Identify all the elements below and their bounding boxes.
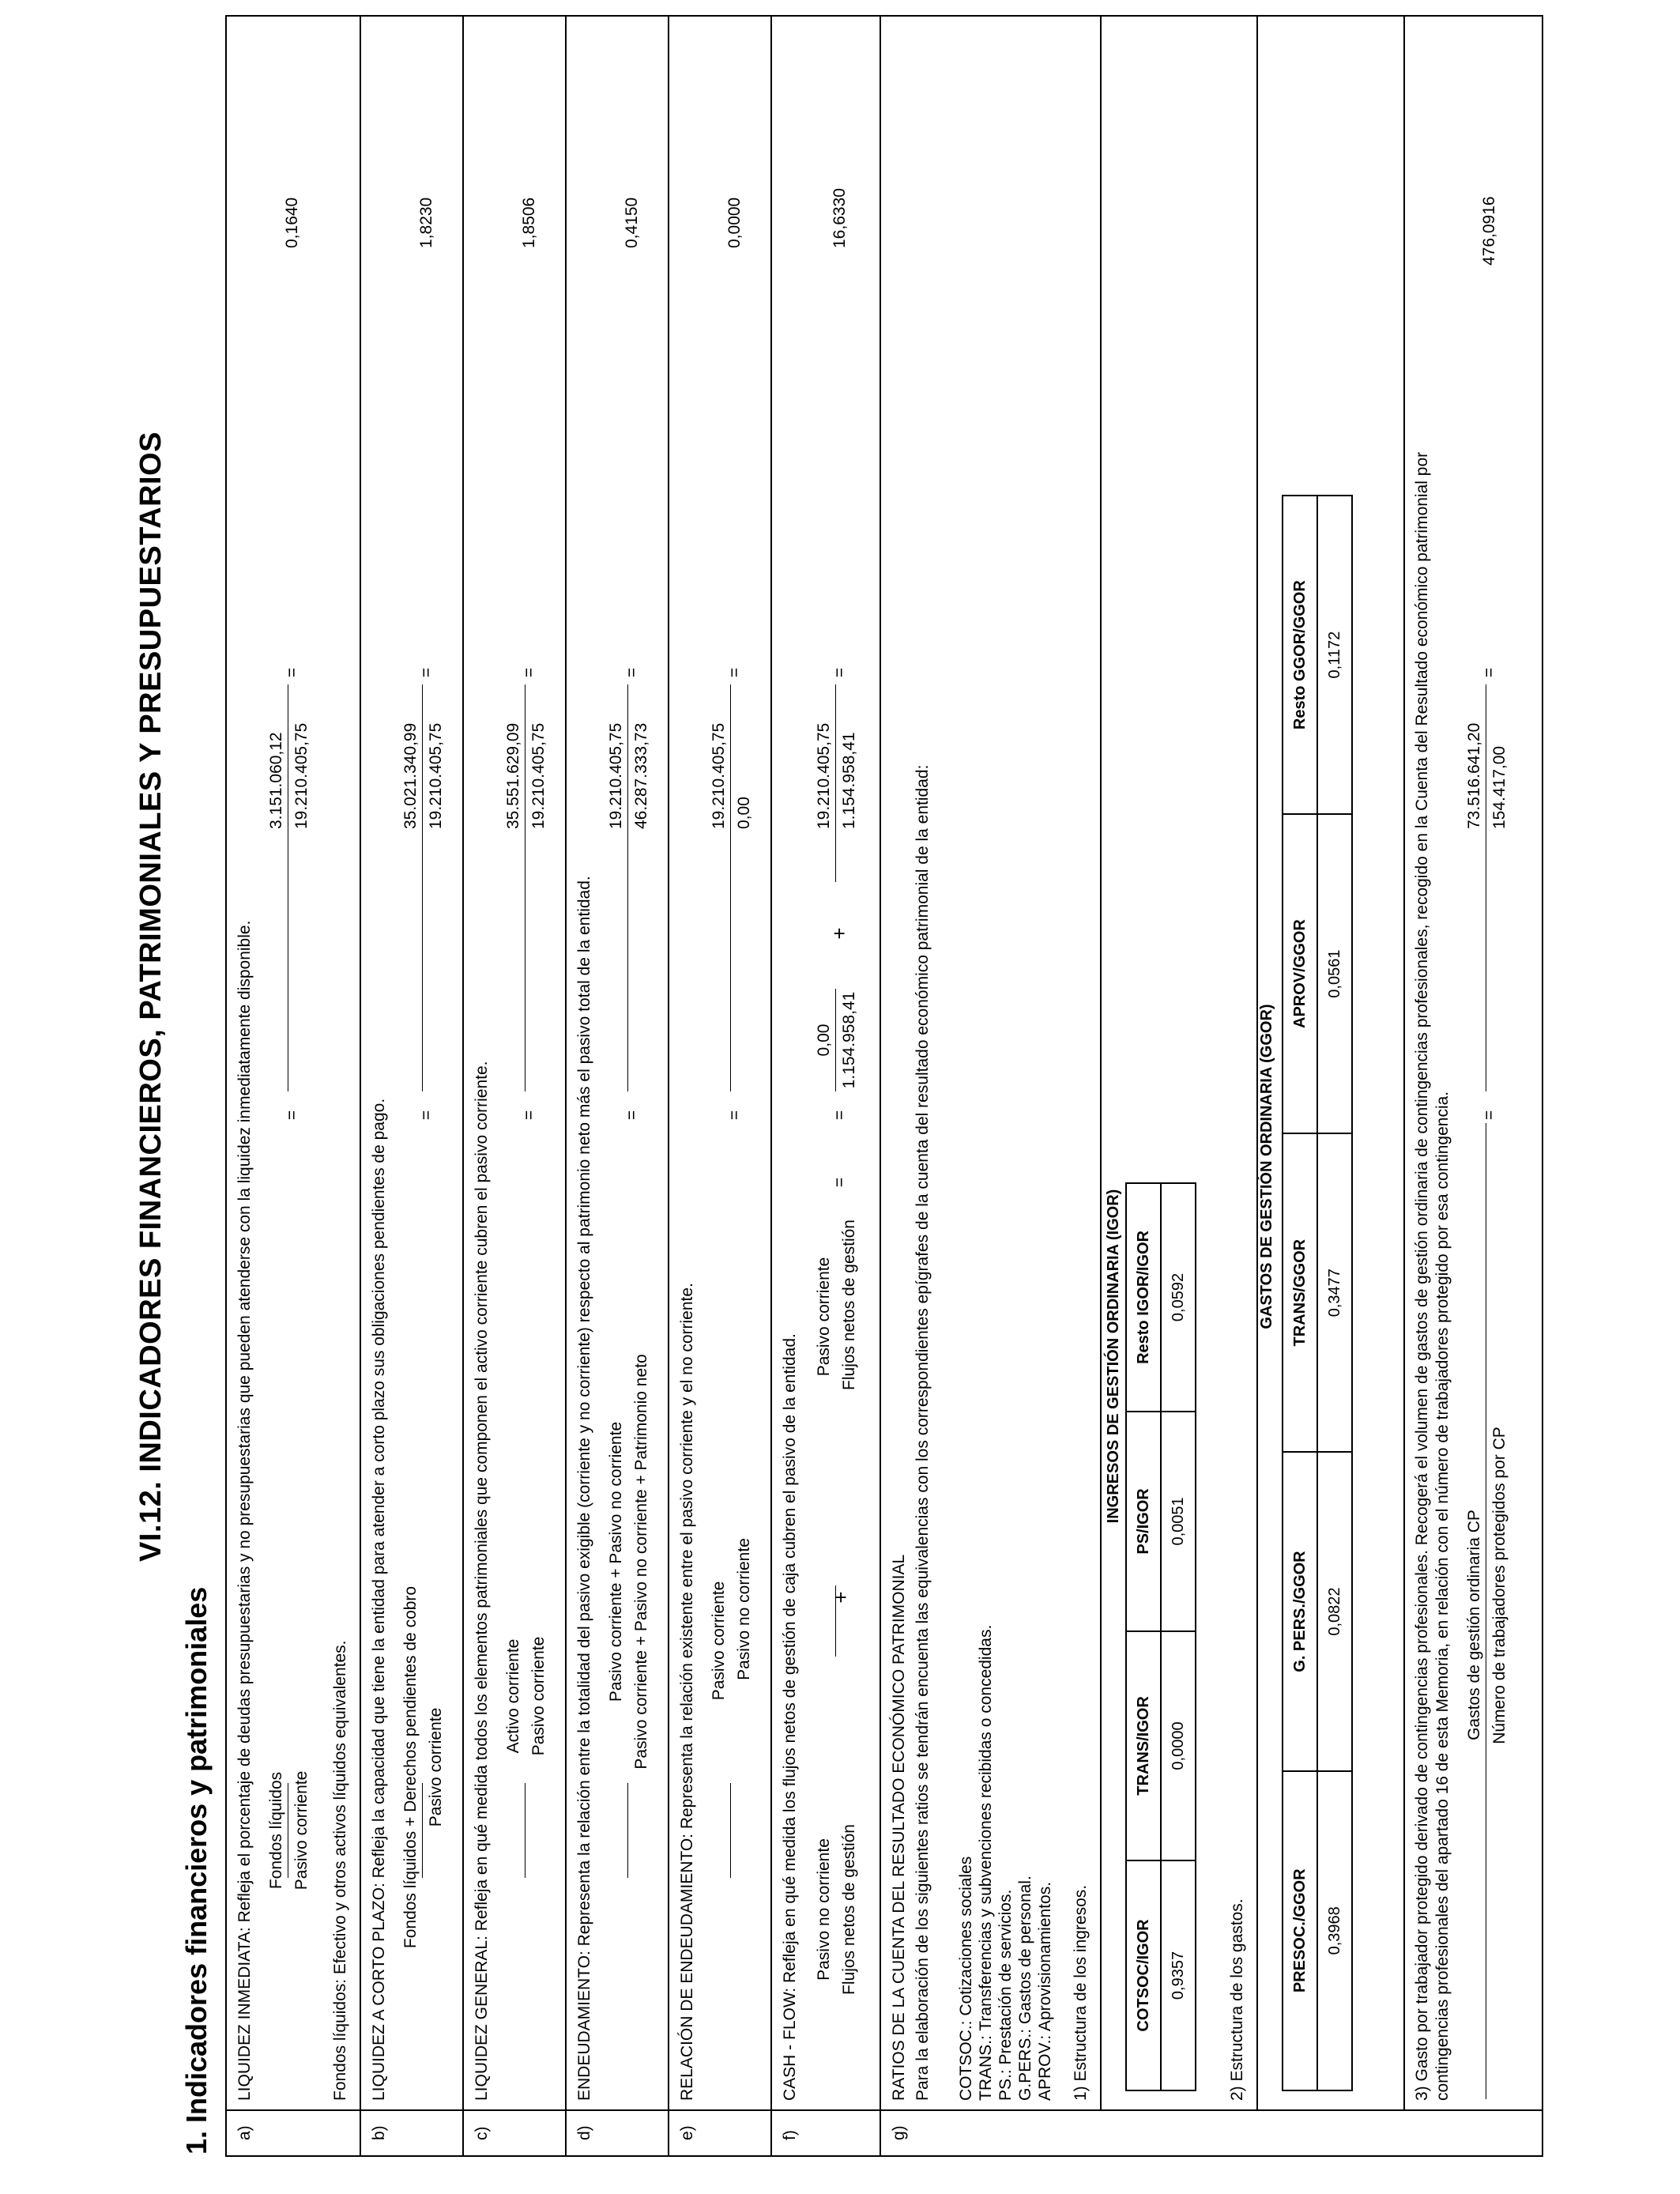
table-header-cell: COTSOC/IGOR — [1126, 1860, 1161, 2090]
equals-sign: = — [520, 1110, 538, 1121]
section-description: RATIOS DE LA CUENTA DEL RESULTADO ECONÓMICO PATRIMONIAL — [890, 1554, 908, 2101]
table-cell: 0,0592 — [1161, 1183, 1196, 1412]
numerator-value: 19.210.405,75 — [710, 722, 728, 829]
numerator-label: Pasivo no corriente — [815, 1838, 833, 1981]
legend-item: G.PERS.: Gastos de personal. — [1016, 1875, 1034, 2101]
legend-item: PS.: Prestación de servicios. — [996, 1889, 1015, 2101]
numerator-label: Pasivo corriente + Pasivo no corriente — [607, 1421, 625, 1702]
table-cell: 0,0051 — [1161, 1412, 1196, 1631]
numerator-label: Pasivo corriente — [710, 1581, 728, 1701]
section-note: Fondos líquidos: Efectivo y otros activos líquidos equivalentes. — [331, 1640, 349, 2101]
subsection-label-continued: contingencias profesionales del apartado 16 de esta Memoria, en relación con el número de trabajadores protegido por esa contingencia. — [1433, 1091, 1452, 2101]
ingresos-table-caption: INGRESOS DE GESTIÓN ORDINARIA (IGOR) — [1105, 1189, 1122, 1524]
legend-item: TRANS.: Transferencias y subvenciones recibidas o concedidas. — [977, 1624, 995, 2101]
equals-sign: = — [283, 667, 301, 678]
row-divider — [770, 15, 772, 2157]
result-value: 0,1640 — [283, 197, 301, 248]
row-divider — [462, 15, 464, 2157]
denominator-label: Pasivo corriente — [427, 1707, 445, 1827]
equals-sign: = — [520, 667, 538, 678]
equals-sign: = — [1480, 667, 1498, 678]
gastos-table — [1282, 495, 1353, 2091]
section-letter: b) — [370, 2125, 388, 2140]
denominator-value: 46.287.333,73 — [632, 722, 650, 829]
table-header-cell: TRANS/IGOR — [1126, 1631, 1161, 1860]
denominator-label: Flujos netos de gestión — [840, 1824, 858, 1995]
denominator-value: 19.210.405,75 — [427, 722, 445, 829]
result-value: 0,0000 — [725, 197, 744, 248]
equals-sign: = — [831, 1110, 849, 1121]
section-letter: a) — [235, 2125, 254, 2140]
numerator-label: Fondos líquidos — [267, 1771, 285, 1890]
section-letter: c) — [473, 2126, 491, 2140]
table-cell: 0,9357 — [1161, 1860, 1196, 2090]
fraction-line — [627, 1783, 628, 1878]
section-description: LIQUIDEZ A CORTO PLAZO: Refleja la capacidad que tiene la entidad para atender a corto plazo sus obligaciones pendientes de pago. — [370, 1098, 388, 2101]
numerator-value: 19.210.405,75 — [815, 722, 833, 829]
denominator-value: 1.154.958,41 — [840, 991, 858, 1089]
table-header-cell: G. PERS./GGOR — [1283, 1452, 1317, 1770]
equals-sign: = — [725, 667, 744, 678]
denominator-value: 154.417,00 — [1490, 745, 1509, 829]
result-value: 16,6330 — [831, 188, 849, 248]
equals-sign: = — [623, 1110, 641, 1121]
table-cell: 0,0000 — [1161, 1631, 1196, 1860]
numerator-label: Fondos líquidos + Derechos pendientes de cobro — [401, 1585, 420, 1949]
fraction-line — [730, 684, 731, 1091]
equals-sign: = — [417, 1110, 435, 1121]
section-description: RELACIÓN DE ENDEUDAMIENTO: Representa la relación existente entre el pasivo corriente y el no corriente. — [678, 1283, 696, 2101]
page-title: VI.12. INDICADORES FINANCIEROS, PATRIMONIALES Y PRESUPUESTARIOS — [134, 432, 168, 1562]
numerator-value: 73.516.641,20 — [1465, 722, 1483, 829]
table-header-cell: TRANS/GGOR — [1283, 1133, 1317, 1453]
section-description-detail: Para la elaboración de los siguientes ratios se tendrán encuenta las equivalencias con los correspondientes epígrafes de la cuenta del resultado económico patrimonial de la entidad: — [913, 764, 932, 2101]
table-cell: 0,0822 — [1317, 1452, 1352, 1770]
result-value: 476,0916 — [1480, 196, 1498, 266]
fraction-line — [835, 684, 836, 882]
fraction-line — [730, 1783, 731, 1878]
fraction-line — [627, 684, 628, 1091]
numerator-value: 0,00 — [815, 1023, 833, 1057]
denominator-label: Pasivo corriente + Pasivo no corriente + Patrimonio neto — [632, 1354, 650, 1770]
page-subtitle: 1. Indicadores financieros y patrimoniales — [180, 1586, 213, 2154]
fraction-line — [835, 989, 836, 1091]
denominator-label: Pasivo corriente — [529, 1636, 548, 1756]
subsection-label: 2) Estructura de los gastos. — [1228, 1898, 1246, 2101]
table-cell: 0,3477 — [1317, 1133, 1352, 1453]
table-cell: 0,1172 — [1317, 496, 1352, 814]
fraction-line — [835, 1585, 836, 1657]
denominator-label: Pasivo no corriente — [735, 1538, 753, 1680]
plus-sign: + — [827, 927, 851, 940]
legend-item: APROV.: Aprovisionamientos. — [1036, 1881, 1054, 2101]
numerator-value: 35.021.340,99 — [401, 722, 420, 829]
letter-column-divider — [225, 2109, 1543, 2111]
subsection-label: 3) Gasto por trabajador protegido derivado de contingencias profesionales. Recogerá el volumen de gastos de gestión ordinaria de contingencias profesionales, recogido en la Cuenta del Resultado económico patrimonial por — [1413, 451, 1431, 2101]
legend-item: COTSOC.: Cotizaciones sociales — [957, 1856, 975, 2101]
denominator-value: 19.210.405,75 — [292, 722, 311, 829]
gastos-table-caption: GASTOS DE GESTIÓN ORDINARIA (GGOR) — [1258, 1004, 1275, 1329]
fraction-line — [422, 684, 423, 1091]
equals-sign: = — [1480, 1110, 1498, 1121]
table-header-cell: PS/IGOR — [1126, 1412, 1161, 1631]
table-header-cell: PRESOC./GGOR — [1283, 1771, 1317, 2090]
equals-sign: = — [283, 1110, 301, 1121]
result-value: 1,8506 — [520, 197, 538, 248]
equals-sign: = — [831, 667, 849, 678]
denominator-value: 19.210.405,75 — [529, 722, 548, 829]
ingresos-table — [1125, 1182, 1196, 2091]
table-header-cell: Resto IGOR/IGOR — [1126, 1183, 1161, 1412]
section-letter: e) — [678, 2125, 696, 2140]
numerator-value: 19.210.405,75 — [607, 722, 625, 829]
section-description: LIQUIDEZ GENERAL: Refleja en qué medida todos los elementos patrimoniales que componen el activo corriente cubren el pasivo corriente. — [473, 1061, 491, 2101]
denominator-value: 1.154.958,41 — [840, 732, 858, 829]
section-letter: g) — [890, 2125, 908, 2140]
result-value: 0,4150 — [623, 197, 641, 248]
table-cell: 0,3968 — [1317, 1771, 1352, 2090]
table-header-cell: APROV/GGOR — [1283, 814, 1317, 1133]
numerator-label: Activo corriente — [504, 1638, 522, 1754]
denominator-label: Flujos netos de gestión — [840, 1220, 858, 1390]
section-description: LIQUIDEZ INMEDIATA: Refleja el porcentaje de deudas presupuestarias y no presupuestarias que pueden atenderse con la liquidez inmediatamente disponible. — [235, 920, 254, 2101]
denominator-label: Pasivo corriente — [292, 1770, 311, 1891]
table-cell: 0,0561 — [1317, 814, 1352, 1133]
numerator-label: Gastos de gestión ordinaria CP — [1465, 1510, 1483, 1740]
denominator-value: 0,00 — [735, 797, 753, 829]
section-description: CASH - FLOW: Refleja en qué medida los flujos netos de gestión de caja cubren el pasivo de la entidad. — [781, 1333, 799, 2101]
equals-sign: = — [623, 667, 641, 678]
equals-sign: = — [725, 1110, 744, 1121]
equals-sign: = — [831, 1177, 849, 1188]
row-divider — [668, 15, 669, 2157]
row-divider — [1403, 15, 1405, 2111]
subsection-label: 1) Estructura de los ingresos. — [1072, 1884, 1090, 2101]
numerator-label: Pasivo corriente — [815, 1257, 833, 1377]
section-letter: f) — [781, 2130, 799, 2140]
table-header-cell: Resto GGOR/GGOR — [1283, 496, 1317, 814]
section-description: ENDEUDAMIENTO: Representa la relación entre la totalidad del pasivo exigible (corriente y no corriente) respecto al patrimonio neto más el pasivo total de la entidad. — [575, 876, 593, 2101]
section-letter: d) — [575, 2125, 593, 2140]
denominator-label: Número de trabajadores protegidos por CP — [1490, 1427, 1509, 1744]
plus-sign: + — [829, 1591, 853, 1604]
numerator-value: 3.151.060,12 — [267, 732, 285, 829]
result-value: 1,8230 — [417, 197, 435, 248]
numerator-value: 35.551.629,09 — [504, 722, 522, 829]
row-divider — [360, 15, 361, 2157]
row-divider — [1100, 15, 1102, 2111]
row-divider — [880, 15, 881, 2157]
row-divider — [565, 15, 567, 2157]
fraction-line — [422, 1783, 423, 1878]
equals-sign: = — [417, 667, 435, 678]
